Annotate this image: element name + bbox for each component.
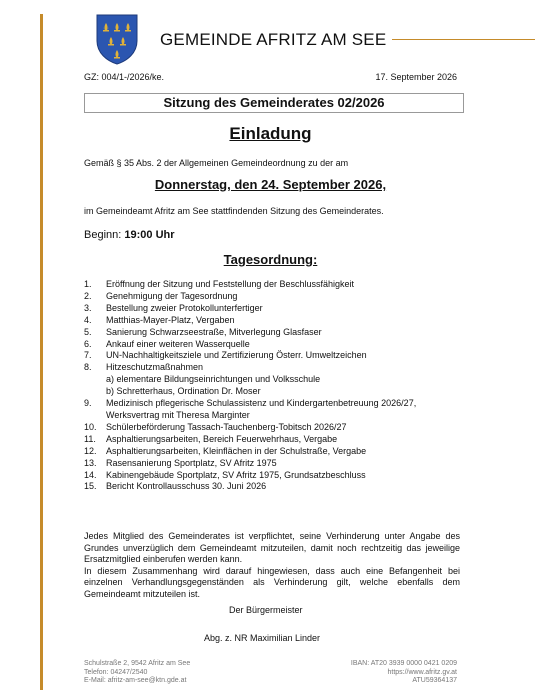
agenda-item-text: b) Schretterhaus, Ordination Dr. Moser bbox=[106, 386, 261, 397]
agenda-item-number: 8. bbox=[84, 362, 92, 373]
agenda-item-text: Bestellung zweier Protokollunterfertiger bbox=[106, 302, 263, 313]
footer-contact bbox=[84, 660, 190, 686]
agenda-item bbox=[84, 315, 464, 327]
coat-of-arms-logo bbox=[95, 13, 139, 65]
agenda-item-text: Genehmigung der Tagesordnung bbox=[106, 290, 238, 301]
agenda-item-text: Eröffnung der Sitzung und Feststellung der Beschlussfähigkeit bbox=[106, 279, 354, 289]
header-divider bbox=[392, 39, 535, 40]
agenda-item bbox=[84, 434, 464, 446]
agenda-item-number: 4. bbox=[84, 314, 92, 325]
agenda-item bbox=[84, 350, 464, 362]
agenda-item bbox=[84, 362, 464, 374]
agenda-item bbox=[84, 398, 464, 410]
agenda-item-number: 3. bbox=[84, 302, 92, 313]
notice-text bbox=[84, 531, 460, 601]
footer-address: Schulstraße 2, 9542 Afritz am See bbox=[84, 660, 191, 667]
footer-bank bbox=[351, 660, 457, 686]
agenda-item-text: UN-Nachhaltigkeitsziele und Zertifizierung Österr. Umweltzeichen bbox=[106, 350, 367, 361]
invitation-heading: Einladung bbox=[229, 124, 312, 143]
agenda-item-number: 2. bbox=[84, 290, 92, 301]
meeting-date: Donnerstag, den 24. September 2026, bbox=[154, 177, 387, 192]
agenda-item bbox=[84, 446, 464, 458]
agenda-item-number: 7. bbox=[84, 350, 92, 361]
signature-name: Abg. z. NR Maximilian Linder bbox=[204, 633, 321, 643]
agenda-item-number: 1. bbox=[84, 279, 92, 289]
footer-phone: Telefon: 04247/2540 bbox=[84, 668, 148, 676]
start-time-value: 19:00 Uhr bbox=[124, 229, 175, 241]
left-accent-bar bbox=[40, 14, 43, 690]
agenda-item-text: Ankauf einer weiteren Wasserquelle bbox=[106, 338, 250, 349]
agenda-item-number: 12. bbox=[84, 445, 97, 456]
agenda-item bbox=[84, 339, 464, 351]
agenda-item bbox=[84, 386, 464, 398]
footer-website: https://www.afritz.gv.at bbox=[387, 668, 457, 676]
agenda-item bbox=[84, 410, 464, 422]
reference-number: GZ: 004/1-/2026/ke. bbox=[84, 72, 165, 82]
agenda-list bbox=[84, 279, 464, 493]
agenda-item-text: Schülerbeförderung Tassach-Tauchenberg-Tobitsch 2026/27 bbox=[106, 421, 347, 432]
agenda-item-number: 10. bbox=[84, 421, 97, 432]
agenda-item-text: Rasensanierung Sportplatz, SV Afritz 1975 bbox=[106, 457, 277, 468]
footer-uid: ATU59364137 bbox=[412, 677, 457, 684]
agenda-item-text: Asphaltierungsarbeiten, Bereich Feuerwehrhaus, Vergabe bbox=[106, 433, 338, 444]
agenda-item-text: Hitzeschutzmaßnahmen bbox=[106, 362, 204, 373]
agenda-item bbox=[84, 279, 464, 291]
agenda-item bbox=[84, 422, 464, 434]
agenda-item-text: Werksvertrag mit Theresa Marginter bbox=[106, 409, 250, 420]
notice-paragraph: Jedes Mitglied des Gemeinderates ist verpflichtet, seine Verhinderung unter Angabe des Grundes unverzüglich dem Gemeindeamt mitzuteilen, damit noch rechtzeitig das jeweilige Ersatzmitglied einberufen werden kann. bbox=[84, 531, 460, 565]
agenda-item-number: 5. bbox=[84, 326, 92, 337]
intro-text: Gemäß § 35 Abs. 2 der Allgemeinen Gemeindeordnung zu der am bbox=[84, 158, 349, 168]
meeting-title: Sitzung des Gemeinderates 02/2026 bbox=[84, 93, 464, 113]
agenda-item-number: 14. bbox=[84, 469, 97, 480]
signature-title: Der Bürgermeister bbox=[229, 605, 303, 615]
start-time-label: Beginn: bbox=[84, 229, 125, 241]
agenda-item-number: 15. bbox=[84, 481, 97, 492]
agenda-item-text: Matthias-Mayer-Platz, Vergaben bbox=[106, 314, 235, 325]
agenda-item-number: 9. bbox=[84, 398, 92, 409]
footer-iban: IBAN: AT20 3939 0000 0421 0209 bbox=[350, 660, 457, 667]
agenda-item bbox=[84, 374, 464, 386]
footer-email: E-Mail: afritz-am-see@ktn.gde.at bbox=[84, 677, 187, 684]
agenda-item-text: Asphaltierungsarbeiten, Kleinflächen in der Schulstraße, Vergabe bbox=[106, 445, 367, 456]
agenda-item-text: a) elementare Bildungseinrichtungen und Volksschule bbox=[106, 374, 321, 385]
agenda-item-number: 11. bbox=[84, 433, 96, 444]
agenda-item bbox=[84, 291, 464, 303]
agenda-item bbox=[84, 327, 464, 339]
agenda-item-text: Bericht Kontrollausschuss 30. Juni 2026 bbox=[106, 481, 267, 492]
agenda-item bbox=[84, 481, 464, 493]
agenda-item-text: Sanierung Schwarzseestraße, Mitverlegung Glasfaser bbox=[106, 326, 322, 337]
municipality-name: GEMEINDE AFRITZ AM SEE bbox=[160, 30, 387, 49]
agenda-item bbox=[84, 470, 464, 482]
agenda-item bbox=[84, 303, 464, 315]
document-date: 17. September 2026 bbox=[375, 72, 457, 82]
agenda-item-text: Medizinisch pflegerische Schulassistenz und Kindergartenbetreuung 2026/27, bbox=[106, 398, 417, 409]
agenda-heading: Tagesordnung: bbox=[223, 252, 318, 267]
agenda-item-number: 6. bbox=[84, 338, 92, 349]
meeting-location: im Gemeindeamt Afritz am See stattfindenden Sitzung des Gemeinderates. bbox=[84, 206, 384, 216]
agenda-item-text: Kabinengebäude Sportplatz, SV Afritz 1975, Grundsatzbeschluss bbox=[106, 469, 366, 480]
agenda-item-number: 13. bbox=[84, 457, 97, 468]
notice-paragraph: In diesem Zusammenhang wird darauf hingewiesen, dass auch eine Befangenheit bei einzelnen Verhandlungsgegenständen als Verhinderung gilt, welche ebenfalls dem Gemeindeamt mitzuteilen ist. bbox=[84, 565, 460, 599]
agenda-item bbox=[84, 458, 464, 470]
start-time bbox=[84, 229, 175, 241]
